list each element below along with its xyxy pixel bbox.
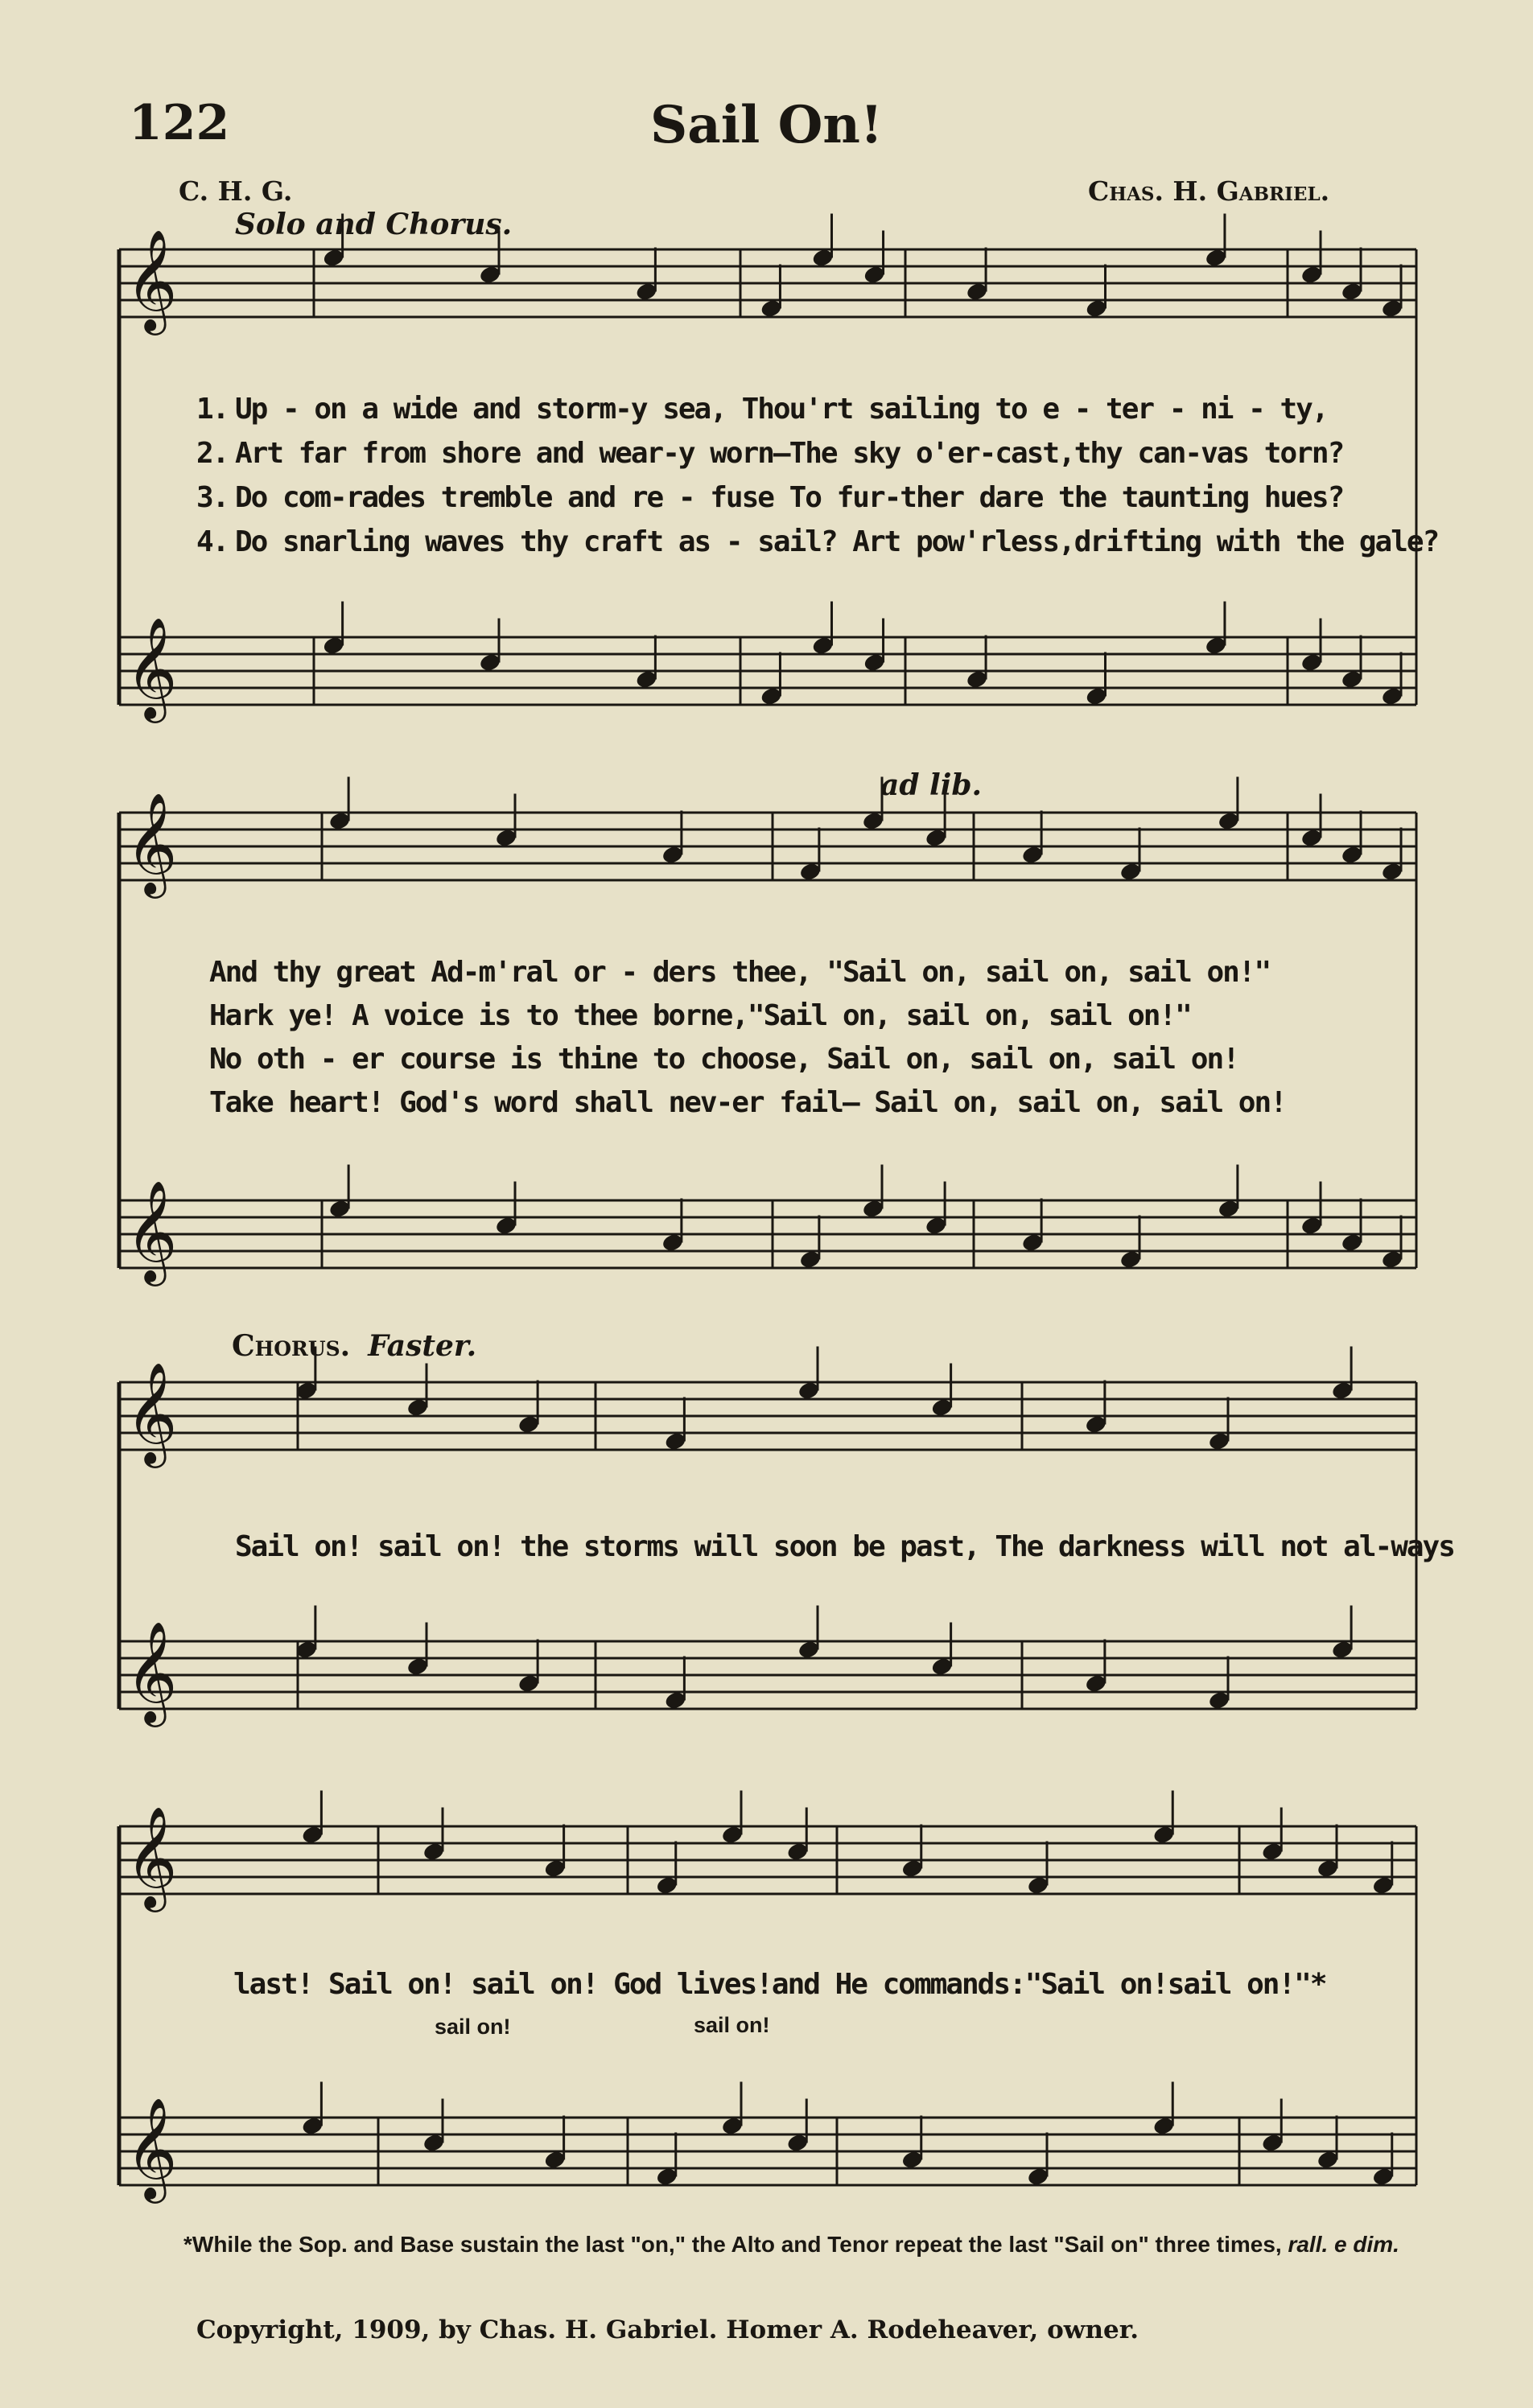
footnote-text: *While the Sop. and Base sustain the last "on," the Alto and Tenor repeat the last "Sail on" three times,: [183, 2232, 1282, 2257]
hymn-title: Sail On!: [650, 95, 883, 155]
verse-number: 2.: [196, 437, 229, 470]
system-3-bass-clef: 𝄞: [126, 1620, 178, 1723]
verse-4-line-2: Take heart! God's word shall nev-er fail— Sail on, sail on, sail on!: [209, 1086, 1286, 1119]
system-2-bass-clef: 𝄞: [126, 1179, 178, 1282]
verse-3-line-1: [196, 481, 1343, 514]
chorus-line-1: Sail on! sail on! the storms will soon be past, The darkness will not al-ways: [235, 1530, 1454, 1563]
verse-number: 3.: [196, 481, 229, 514]
sail-on-cue-2: sail on!: [694, 2013, 770, 2037]
system-1-treble-clef: 𝄞: [126, 228, 178, 331]
system-3-treble-clef: 𝄞: [126, 1361, 178, 1464]
system-2-treble-clef: 𝄞: [126, 792, 178, 895]
system-4-treble-clef: 𝄞: [126, 1805, 178, 1908]
verse-number: 1.: [196, 393, 229, 426]
verse-number: 4.: [196, 525, 229, 558]
verse-lyric: Do snarling waves thy craft as - sail? Art pow'rless,drifting with the gale?: [235, 525, 1439, 558]
solo-chorus-marking: Solo and Chorus.: [235, 208, 513, 241]
verse-lyric: Up - on a wide and storm-y sea, Thou'rt sailing to e - ter - ni - ty,: [235, 393, 1328, 426]
ad-lib-marking: ad lib.: [880, 768, 983, 802]
page-number: 122: [129, 95, 230, 151]
chorus-label: Chorus.: [232, 1329, 351, 1363]
verse-1-line-2: And thy great Ad-m'ral or - ders thee, "Sail on, sail on, sail on!": [209, 956, 1271, 989]
chorus-line-2: last! Sail on! sail on! God lives!and He commands:"Sail on!sail on!"*: [233, 1968, 1326, 2001]
copyright-notice: Copyright, 1909, by Chas. H. Gabriel. Homer A. Rodeheaver, owner.: [196, 2315, 1139, 2344]
system-1-bass-clef: 𝄞: [126, 616, 178, 719]
verse-1-line-1: [196, 393, 1328, 426]
composer-credit: Chas. H. Gabriel.: [1088, 175, 1330, 207]
verse-3-line-2: No oth - er course is thine to choose, Sail on, sail on, sail on!: [209, 1043, 1238, 1076]
verse-2-line-2: Hark ye! A voice is to thee borne,"Sail on, sail on, sail on!": [209, 999, 1191, 1032]
author-initials: C. H. G.: [179, 175, 293, 207]
system-4-bass-clef: 𝄞: [126, 2097, 178, 2200]
verse-4-line-1: [196, 525, 1438, 558]
footnote: [183, 2227, 1447, 2262]
verse-lyric: Do com-rades tremble and re - fuse To fur-ther dare the taunting hues?: [235, 481, 1344, 514]
chorus-tempo: Faster.: [368, 1329, 477, 1363]
verse-2-line-1: [196, 437, 1343, 470]
sail-on-cue-1: sail on!: [435, 2015, 511, 2039]
chorus-heading: [232, 1329, 476, 1363]
footnote-direction: rall. e dim.: [1288, 2232, 1399, 2257]
verse-lyric: Art far from shore and wear-y worn—The sky o'er-cast,thy can-vas torn?: [235, 437, 1344, 470]
